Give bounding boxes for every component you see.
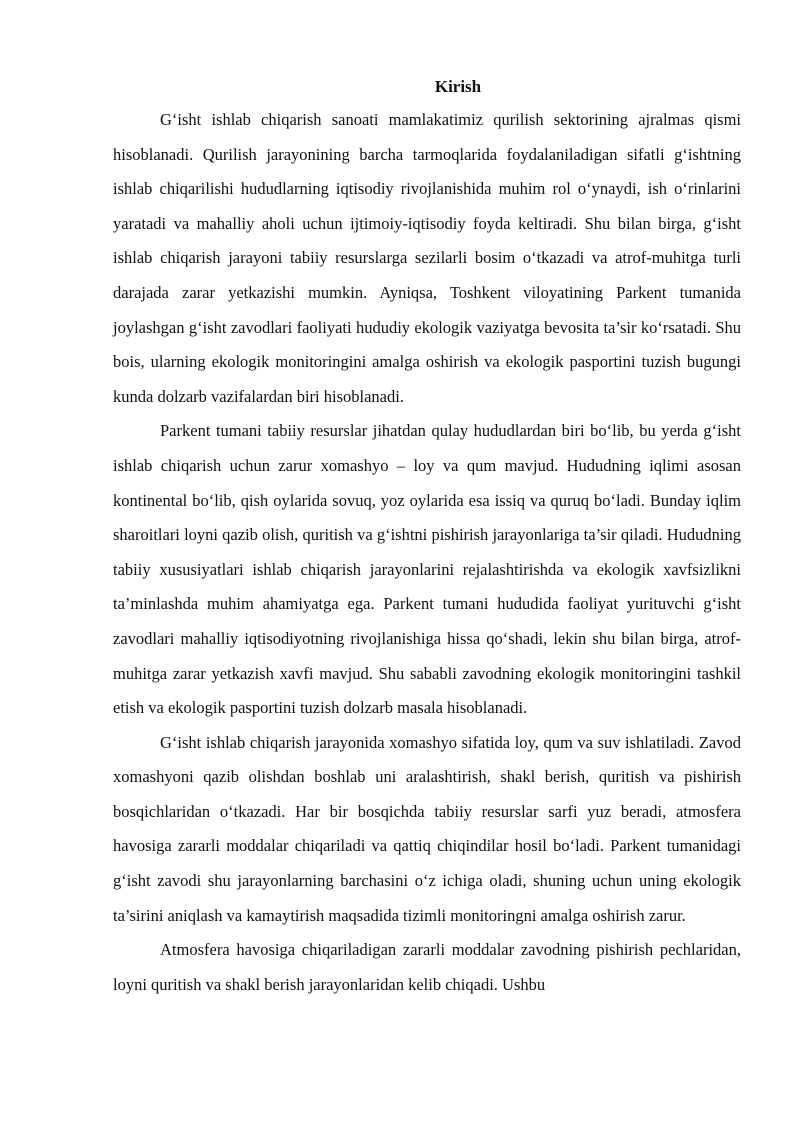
- paragraph-1: G‘isht ishlab chiqarish sanoati mamlakatimiz qurilish sektorining ajralmas qismi hisoblanadi. Qurilish jarayonining barcha tarmoqlarida foydalaniladigan sifatli g‘ishtning ishlab chiqarilishi hududlarning iqtisodiy rivojlanishida muhim rol o‘ynaydi, ish o‘rinlarini yaratadi va mahalliy aholi uchun ijtimoiy-iqtisodiy foyda keltiradi. Shu bilan birga, g‘isht ishlab chiqarish jarayoni tabiiy resurslarga sezilarli bosim o‘tkazadi va atrof-muhitga turli darajada zarar yetkazishi mumkin. Ayniqsa, Toshkent viloyatining Parkent tumanida joylashgan g‘isht zavodlari faoliyati hududiy ekologik vaziyatga bevosita ta’sir ko‘rsatadi. Shu bois, ularning ekologik monitoringini amalga oshirish va ekologik pasportini tuzish bugungi kunda dolzarb vazifalardan biri hisoblanadi.: [113, 110, 741, 406]
- page-title: Kirish: [434, 77, 482, 96]
- document-page: [113, 73, 741, 1002]
- paragraph-4: Atmosfera havosiga chiqariladigan zararli moddalar zavodning pishirish pechlaridan, loyni quritish va shakl berish jarayonlaridan kelib chiqadi. Ushbu: [113, 940, 741, 994]
- paragraph-2: Parkent tumani tabiiy resurslar jihatdan qulay hududlardan biri bo‘lib, bu yerda g‘isht ishlab chiqarish uchun zarur xomashyo – loy va qum mavjud. Hududning iqlimi asosan kontinental bo‘lib, qish oylarida sovuq, yoz oylarida esa issiq va quruq bo‘ladi. Bunday iqlim sharoitlari loyni qazib olish, quritish va g‘ishtni pishirish jarayonlariga ta’sir qiladi. Hududning tabiiy xususiyatlari ishlab chiqarish jarayonlarini rejalashtirishda va ekologik xavfsizlikni ta’minlashda muhim ahamiyatga ega. Parkent tumani hududida faoliyat yurituvchi g‘isht zavodlari mahalliy iqtisodiyotning rivojlanishiga hissa qo‘shadi, lekin shu bilan birga, atrof-muhitga zarar yetkazish xavfi mavjud. Shu sababli zavodning ekologik monitoringini tashkil etish va ekologik pasportini tuzish dolzarb masala hisoblanadi.: [113, 421, 741, 718]
- paragraph-3: G‘isht ishlab chiqarish jarayonida xomashyo sifatida loy, qum va suv ishlatiladi. Zavod xomashyoni qazib olishdan boshlab uni aralashtirish, shakl berish, quritish va pishirish bosqichlaridan o‘tkazadi. Har bir bosqichda tabiiy resurslar sarfi yuz beradi, atmosfera havosiga zararli moddalar chiqariladi va qattiq chiqindilar hosil bo‘ladi. Parkent tumanidagi g‘isht zavodi shu jarayonlarning barchasini o‘z ichiga oladi, shuning uchun uning ekologik ta’sirini aniqlash va kamaytirish maqsadida tizimli monitoringni amalga oshirish zarur.: [113, 732, 741, 925]
